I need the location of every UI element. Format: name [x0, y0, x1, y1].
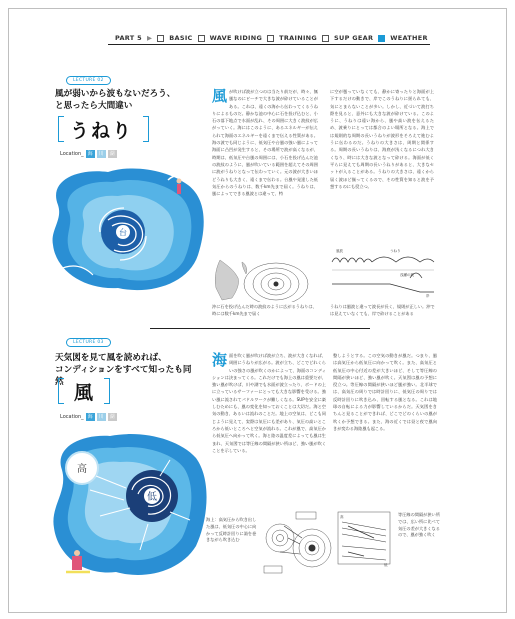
wave-label-wind-wave: 風波 — [336, 249, 343, 253]
article-text: 面を吹く風が吹けば波が立ち、波が大きくなれば、周囲にうねりが広がる。波が立ち、どこでどれくらいの強さの風が吹くのかによって、海面のコンディションは決まってくる。これだけでも海上の風は重要だが、強い風が吹けば、川や湖でも水面が波立ったり、ボードの上に立っているサーファーにとっても大きな影響を受ける。強い風に流されてパドルワークが難しくなる。SUPを安全に楽しむためにも、風の変化を知っておくことは大切だ。海と空気の動き、あるいは流れのことだ。地上の空気は、どこも同じように見えて、実際は気圧にも差があり、気圧の高いところから低いところへと空気が流れる。これが風で、高気圧から低気圧へ向かって吹く。海と陸の温度差によっても風は生まれ、天気図では等圧線の間隔が狭い所ほど、強い風が吹くことを示している。 — [212, 353, 326, 453]
article-column — [330, 88, 434, 243]
section-title: うねり — [70, 120, 134, 142]
bracket-left — [58, 378, 64, 404]
location-label: Location_ — [60, 151, 84, 157]
article-text: に空が曇っていなくても、静かに寄ったりと海面が上下するだけの動きで、岸でこのうねりに揺られても、気にとまらないことが多い。しかし、近づいて波打ち際を見ると、意外にも大きな波が砕けている。このように、うねりは遠い海から、風や高い波を伝えるため、波乗りにとっては都合のよい場所となる。海上では規則的な周期の長いうねりが波形をそろえて進むように伝わるのだ。うねりの大きさは、周期と関係する。周期の長いうねりは、海底が浅くなるにつれ大きくなり、時には大きな波となって砕ける。海面が低く平らに見えても周期の長いうねりがあると、大きなセットが入ることがある。うねりの大きさは、遠くから届く波ほど揃ってくるので、その性質を知ると波を予想するのにも役立つ。 — [330, 89, 434, 189]
wave-label-swell: うねり — [390, 249, 401, 253]
location-label: Location_ — [60, 414, 84, 420]
figure-caption: うねりは風波と違って波長が長く、規則が正しい。沖では見えていなくても、岸で砕けることがある — [330, 304, 435, 316]
wave-label-shore: 岸 — [426, 294, 430, 298]
subtitle-line: 天気図を見て風を読めれば、 — [55, 353, 167, 363]
header-rule — [108, 44, 430, 45]
weather-map-figure — [212, 258, 318, 302]
dropcap: 風 — [212, 88, 228, 105]
wave-profile-figure — [330, 248, 436, 298]
nav-item-training[interactable]: TRAINING — [279, 34, 318, 42]
subtitle-line: と思ったら大間違い — [55, 101, 133, 111]
article-text: 整しようとする。この空気の動きが風だ。つまり、風は高気圧から低気圧に向かって吹く。また、高気圧と低気圧の中心付近の差が大きいほど、そして等圧線の間隔が狭いほど、強い風が吹く。天気図は風の予想に役立つ。等圧線の間隔が狭いほど風が強い。北半球では、高気圧の周りでは時計回りに、低気圧の周りでは反時計回りに吹き込み、回転する風となる。これは地球の自転による力が影響しているからだ。天気図をきちんと見ることができれば、どこでどのくらいの風が吹くか予想できる。また、海の近くでは昼と夜で風向きが変わる海陸風も起こる。 — [333, 353, 437, 431]
bracket-right — [143, 116, 149, 142]
section-subtitle — [55, 88, 195, 112]
location-chip-river: 川 — [98, 151, 104, 157]
nav-item-sup-gear[interactable]: SUP GEAR — [334, 34, 374, 42]
checkbox-icon — [157, 35, 164, 42]
location-chip-lake: 湖 — [109, 414, 115, 420]
location-chip-sea: 海 — [87, 414, 93, 420]
lecture-tag: LECTURE 02 — [66, 76, 111, 85]
location-chip-lake: 湖 — [109, 151, 115, 157]
pressure-system-diagram — [260, 508, 332, 580]
figure-caption: 沖に石を投げ込んだ時の波紋のように広がるうねりは、時には数千km先まで届く — [212, 304, 317, 316]
isobar-label-low: 低 — [384, 563, 388, 567]
section-divider — [150, 328, 370, 329]
article-column — [212, 352, 326, 502]
subtitle-line: コンディションをすべて知ったも同然 — [55, 365, 192, 387]
arrow-icon: ▶ — [146, 34, 153, 42]
nav-item-weather[interactable]: WEATHER — [390, 34, 428, 42]
article-column — [212, 88, 318, 256]
section-title: 風 — [74, 382, 96, 404]
figure-caption: 等圧線の間隔が狭い所では、広い所に比べて気圧の差が大きくなるので、風が強く吹く — [398, 512, 440, 538]
wave-label-shallow: 浅瀬の波 — [400, 273, 414, 277]
low-pressure-label: 低 — [147, 492, 157, 503]
nav-item-wave-riding[interactable]: WAVE RIDING — [209, 34, 263, 42]
wind-illustration — [40, 420, 216, 585]
checkbox-icon — [322, 35, 329, 42]
bracket-right — [104, 378, 110, 404]
typhoon-label: 台 — [119, 228, 127, 237]
checked-box-icon — [378, 35, 385, 42]
section-nav — [115, 34, 428, 42]
figure-caption: 海上：高気圧から吹き出した風は、低気圧の中心に向かって反時計回りに渦を巻きながら吹き込む — [206, 517, 257, 543]
location-chip-river: 川 — [98, 414, 104, 420]
checkbox-icon — [267, 35, 274, 42]
dropcap: 海 — [212, 352, 228, 369]
isobar-diagram — [334, 508, 394, 568]
article-column — [333, 352, 437, 502]
high-pressure-label: 高 — [77, 464, 87, 475]
nav-item-basic[interactable]: BASIC — [169, 34, 193, 42]
article-text: が吹けば波が立つのは当たり前だが、時々、無風なのにビーチで大きな波が砕けていることがある。これは、遠くの海から伝わってくるうねりによるものだ。静かな池の中心に石を投げ込むと、小石の落下地点で水面が乱れ、その周囲に大きく波紋が広がっていく。海にはこのように、あるエネルギーが伝えられて海面のエネルギーを遠くまで伝える性質がある。海の波でも同じように、低気圧や台風の強い風によって海面に凸凹が発生すると、その場所で波が高くなるが、時期は、低気圧や台風の周囲には、小石を投げ込んだ池の波紋のように、風が吹いている範囲を超えてその周囲に波がうねりとなって伝わっていく。元の波が大きいほどうねりも大きく、遠くまで伝わる。台風や発達した低気圧からのうねりは、数千km先まで届く。うねりは、風によってできる風波とは違って、特 — [212, 89, 318, 197]
bracket-left — [58, 116, 64, 142]
swell-illustration — [38, 160, 213, 300]
location-row — [60, 150, 117, 158]
part-label: PART 5 — [115, 34, 142, 42]
subtitle-line: 風が弱いから波もないだろう、 — [55, 89, 176, 99]
location-chip-sea: 海 — [87, 151, 93, 157]
isobar-label-high: 高 — [340, 515, 344, 519]
lecture-tag: LECTURE 03 — [66, 338, 111, 347]
checkbox-icon — [198, 35, 205, 42]
